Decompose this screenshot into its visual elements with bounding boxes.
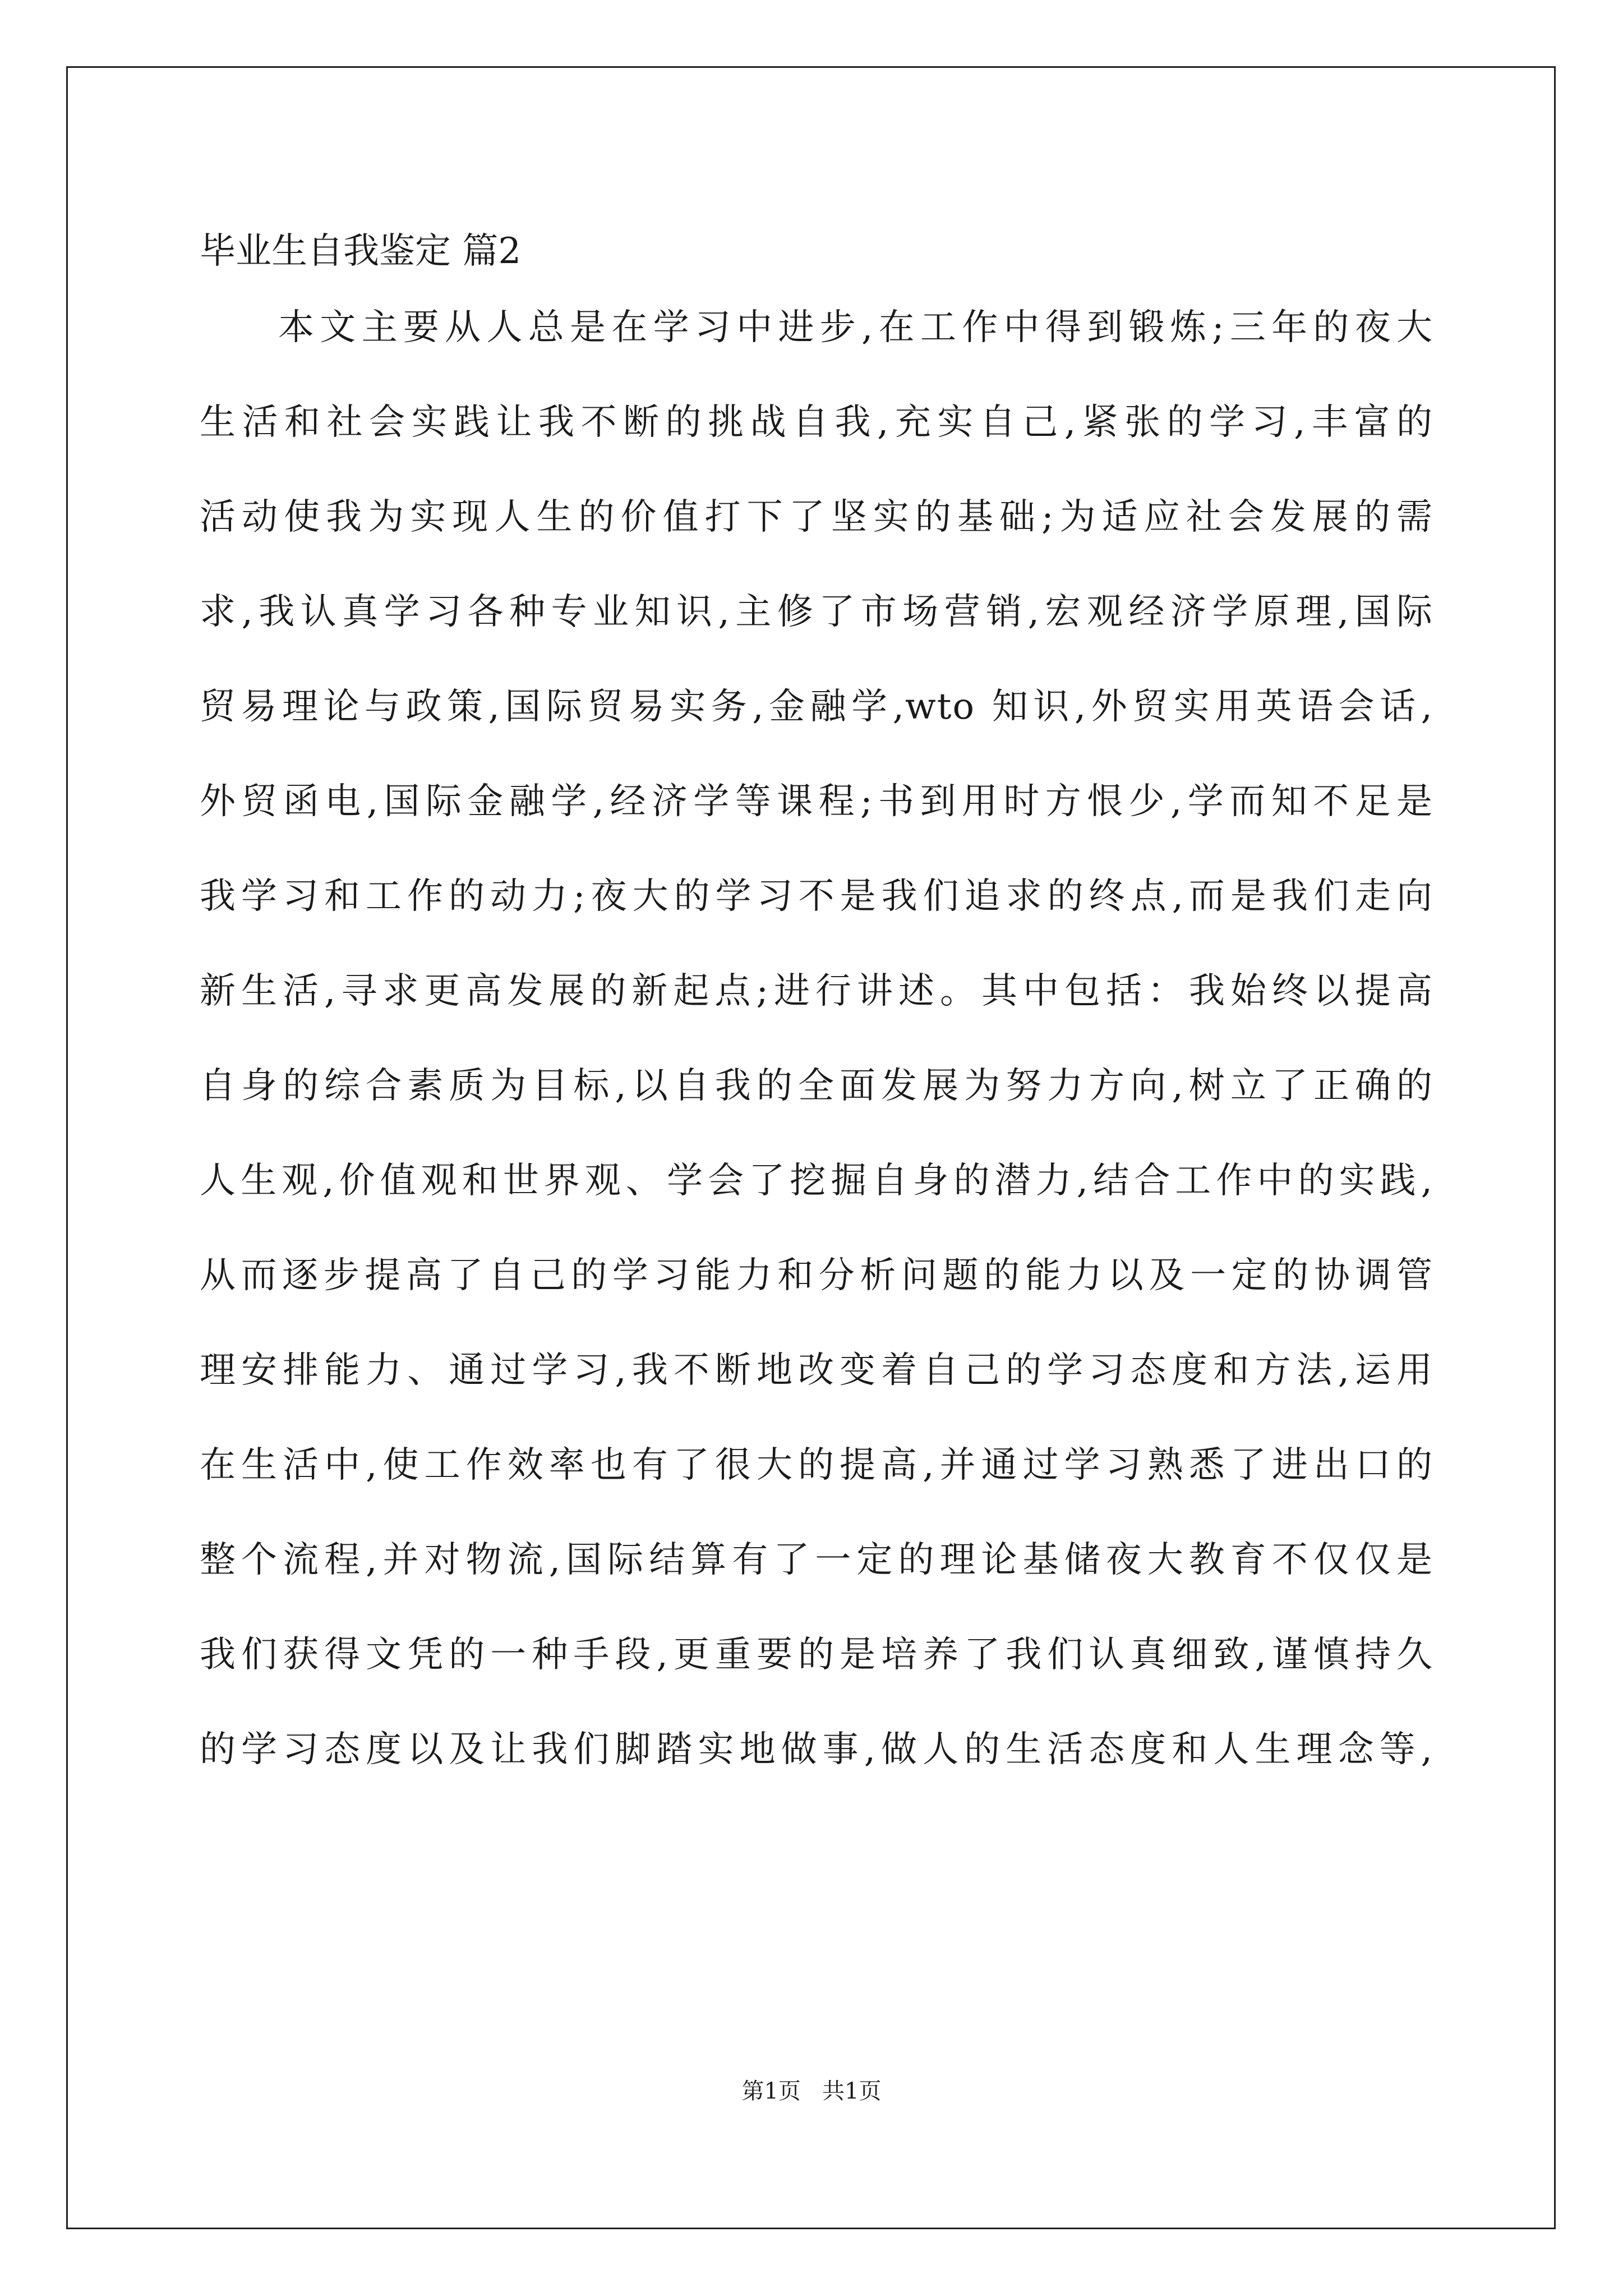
- body-line: 我们获得文凭的一种手段,更重要的是培养了我们认真细致,谨慎持久: [200, 1634, 1433, 1676]
- body-line: 我学习和工作的动力;夜大的学习不是我们追求的终点,而是我们走向: [200, 876, 1433, 917]
- body-line: 整个流程,并对物流,国际结算有了一定的理论基储夜大教育不仅仅是: [200, 1539, 1433, 1581]
- body-line: 在生活中,使工作效率也有了很大的提高,并通过学习熟悉了进出口的: [200, 1444, 1433, 1486]
- body-line: 求,我认真学习各种专业知识,主修了市场营销,宏观经济学原理,国际: [200, 591, 1433, 633]
- body-line: 活动使我为实现人生的价值打下了坚实的基础;为适应社会发展的需: [200, 496, 1433, 538]
- body-line: 的学习态度以及让我们脚踏实地做事,做人的生活态度和人生理念等,: [200, 1729, 1433, 1770]
- body-line: 人生观,价值观和世界观、学会了挖掘自身的潜力,结合工作中的实践,: [200, 1160, 1433, 1202]
- body-line: 生活和社会实践让我不断的挑战自我,充实自己,紧张的学习,丰富的: [200, 402, 1433, 443]
- page-number-footer: 第1页 共1页: [741, 2078, 882, 2104]
- body-line: 贸易理论与政策,国际贸易实务,金融学,wto 知识,外贸实用英语会话,: [200, 686, 1433, 728]
- body-line: 理安排能力、通过学习,我不断地改变着自己的学习态度和方法,运用: [200, 1350, 1433, 1391]
- document-body: [200, 280, 1433, 1797]
- body-line: 外贸函电,国际金融学,经济学等课程;书到用时方恨少,学而知不足是: [200, 781, 1433, 822]
- body-line: 新生活,寻求更高发展的新起点;进行讲述。其中包括：我始终以提高: [200, 970, 1433, 1012]
- body-line: 自身的综合素质为目标,以自我的全面发展为努力方向,树立了正确的: [200, 1065, 1433, 1107]
- body-line: 从而逐步提高了自己的学习能力和分析问题的能力以及一定的协调管: [200, 1255, 1433, 1296]
- body-line: 本文主要从人总是在学习中进步,在工作中得到锻炼;三年的夜大: [278, 307, 1433, 348]
- document-title: 毕业生自我鉴定 篇2: [200, 231, 522, 272]
